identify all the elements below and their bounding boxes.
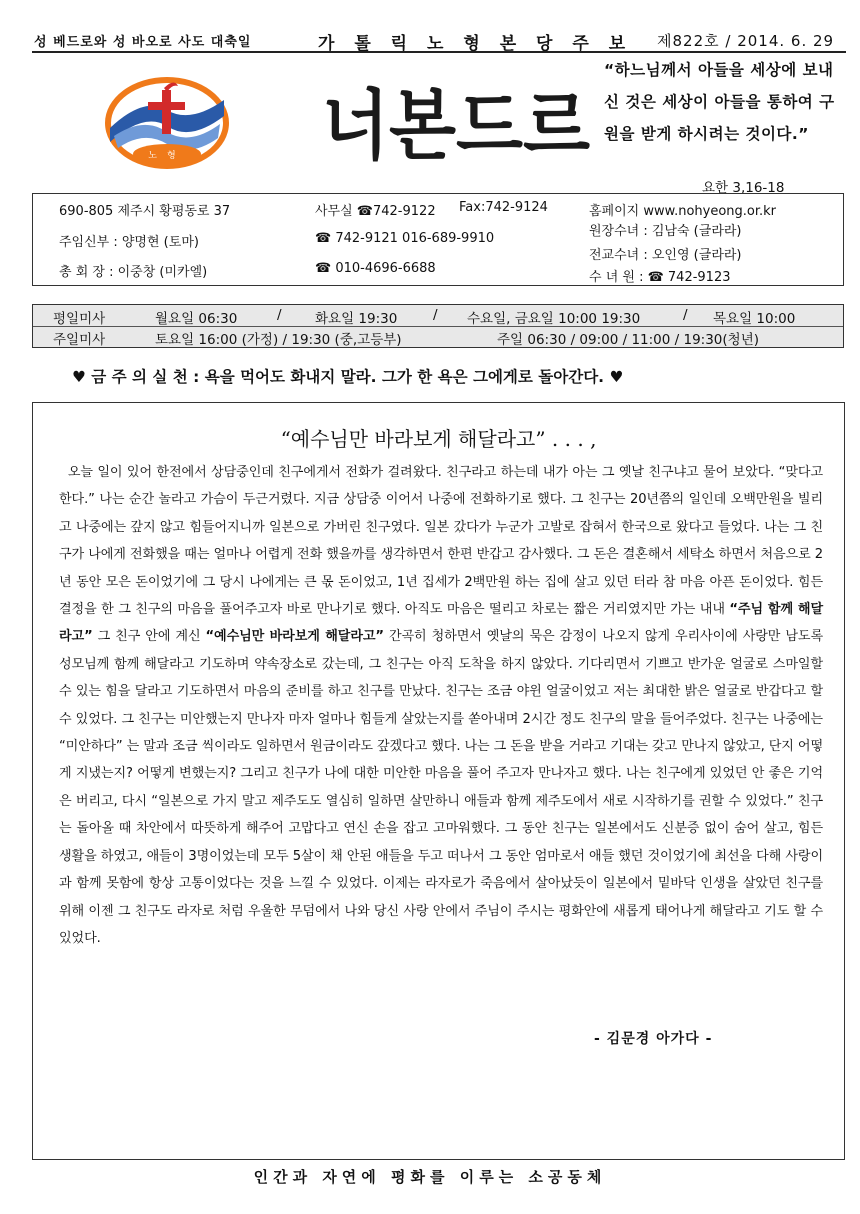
- article-emphasis: “예수님만 바라보게 해달라고”: [205, 629, 384, 645]
- weekly-practice: ♥ 금 주 의 실 천 : 욕을 먹어도 화내지 말라. 그가 한 욕은 그에게로 돌아간다. ♥: [72, 368, 624, 386]
- scripture-reference: 요한 3,16-18: [702, 180, 785, 196]
- weekday-slot: 목요일 10:00: [713, 311, 796, 327]
- weekday-sep: /: [433, 307, 438, 323]
- footer-motto: 인간과 자연에 평화를 이루는 소공동체: [253, 1168, 607, 1186]
- article-text: 그 친구 안에 계신: [97, 629, 201, 645]
- article-body: [59, 459, 823, 952]
- chairman-info: 총 회 장 : 이중창 (미카엘): [59, 265, 208, 280]
- sunday-times: 주일 06:30 / 09:00 / 11:00 / 19:30(청년): [497, 332, 760, 348]
- article-emphasis: “주님 함께 해달라고”: [59, 602, 824, 645]
- article-box: [32, 402, 845, 1160]
- article-text: 오늘 일이 있어 한전에서 상담중인데 친구에게서 전화가 걸려왔다. 친구라고 하는데 내가 아는 그 옛날 친구냐고 물어 보았다. “맞다고 한다.” 나는 순간 놀라고 가슴이 두근거렸다. 지금 상담중 이어서 나중에 전화하기로 했다. 그 친구는 20년쯤의 일인데 오백만원을 빌리고 나중에는 갚지 않고 힘들어지니까 일본으로 가버린 친구였다. 일본 갔다가 누군가 고발로 잡혀서 한국으로 왔다고 들었다. 나는 그 친구가 나에게 전화했을 때는 얼마나 어렵게 전화 했을까를 생각하면서 한편 반갑고 감사했다. 그 돈은 결혼해서 세탁소 하면서 처음으로 2년 동안 모은 돈이었기에 그 당시 나에게는 큰 몫 돈이었고, 1년 집세가 2백만원 하는 집에 살고 있던 터라 참 마음 아픈 돈이었다. 힘든 결정을 한 그 친구의 마음을 풀어주고자 바로 만나기로 했다. 아직도 마음은 떨리고 차로는 짧은 거리였지만 가는 내내: [59, 465, 824, 618]
- pastor-info: 주임신부 : 양명현 (토마): [59, 235, 199, 250]
- weekday-sep: /: [683, 307, 688, 323]
- parish-logo-icon: [104, 76, 230, 170]
- office-phone: 사무실 ☎742-9122: [315, 204, 436, 219]
- pastor-phone: ☎ 742-9121 016-689-9910: [315, 231, 495, 246]
- feast-title: 성 베드로와 성 바오로 사도 대축일: [34, 35, 252, 50]
- article-author: - 김문경 아가다 -: [594, 1031, 713, 1047]
- header-rule: [32, 51, 846, 53]
- sunday-label: 주일미사: [53, 332, 106, 348]
- weekday-slot: 화요일 19:30: [315, 311, 398, 327]
- issue-number: 제822호 / 2014. 6. 29: [657, 32, 835, 50]
- parish-address: 690-805 제주시 황평동로 37: [59, 204, 231, 219]
- mass-schedule: [32, 304, 844, 348]
- sunday-eve-times: 토요일 16:00 (가정) / 19:30 (중,고등부): [155, 332, 402, 348]
- parish-info-box: [32, 193, 844, 286]
- bulletin-title: 가 톨 릭 노 형 본 당 주 보: [318, 34, 633, 54]
- article-title: “예수님만 바라보게 해달라고” . . . ,: [280, 427, 597, 451]
- homepage-link[interactable]: 홈페이지 www.nohyeong.or.kr: [589, 204, 777, 219]
- chairman-phone: ☎ 010-4696-6688: [315, 261, 436, 276]
- head-nun: 원장수녀 : 김남숙 (글라라): [589, 224, 742, 239]
- logo-text: 노형: [148, 151, 186, 161]
- masthead-title: [322, 82, 592, 162]
- masthead-text: 너본드르: [322, 82, 590, 162]
- mission-nun: 전교수녀 : 오인영 (글라라): [589, 248, 742, 263]
- convent-phone: 수 녀 원 : ☎ 742-9123: [589, 270, 731, 285]
- weekday-sep: /: [277, 307, 282, 323]
- weekday-slot: 월요일 06:30: [155, 311, 238, 327]
- sunday-mass-row: [33, 326, 843, 347]
- weekday-mass-row: [33, 305, 843, 327]
- fax-number: Fax:742-9124: [459, 200, 548, 215]
- scripture-quote: “하느님께서 아들을 세상에 보내신 것은 세상이 아들을 통하여 구원을 받게 하시려는 것이다.”: [604, 61, 835, 143]
- article-text: 간곡히 청하면서 옛날의 묵은 감정이 나오지 않게 우리사이에 사랑만 남도록 성모님께 함께 해달라고 기도하며 약속장소로 갔는데, 그 친구는 아직 도착을 하지 않았다. 기다리면서 기쁘고 반가운 얼굴로 스마일할 수 있는 힘을 달라고 기도하면서 마음의 준비를 하고 친구를 만났다. 친구는 조금 야윈 얼굴이었고 저는 최대한 밝은 얼굴로 반갑다고 할 수 있었다. 그 친구는 미안했는지 만나자 마자 얼마나 힘들게 살았는지를 쏟아내며 2시간 정도 친구의 말을 들어주었다. 친구는 나중에는 “미안하다” 는 말과 조금 씩이라도 일하면서 원금이라도 갚겠다고 했다. 나는 그 돈을 받을 거라고 기대는 갖고 만나지 않았고, 단지 어떻게 지냈는지? 어떻게 변했는지? 그리고 친구가 나에 대한 미안한 마음을 풀어 주고자 만나자고 했다. 나는 친구에게 있었던 안 좋은 기억은 버리고, 다시 “일본으로 가지 말고 제주도도 열심히 일하면 살만하니 애들과 함께 제주도에서 새로 시작하기를 권할 수 있었다.” 친구는 돌아올 때 차안에서 따뜻하게 해주어 고맙다고 연신 손을 잡고 고마워했다. 그 동안 친구는 일본에서도 신분증 없이 숨어 살고, 힘든 생활을 하였고, 애들이 3명이었는데 모두 5살이 채 안된 애들을 두고 떠나서 그 동안 엄마로서 애들 했던 것이었기에 최선을 다해 사랑이 과 함께 못함에 항상 고통이었다는 것을 느낄 수 있었다. 이제는 라자로가 죽음에서 살아났듯이 일본에서 밑바닥 인생을 살았던 친구를 위해 이젠 그 친구도 라자로 처럼 우울한 무덤에서 나와 당신 사랑 안에서 주님이 주시는 평화안에 새롭게 태어나게 해달라고 기도 할 수 있었다.: [59, 629, 824, 946]
- weekday-slot: 수요일, 금요일 10:00 19:30: [467, 311, 641, 327]
- weekday-label: 평일미사: [53, 311, 106, 327]
